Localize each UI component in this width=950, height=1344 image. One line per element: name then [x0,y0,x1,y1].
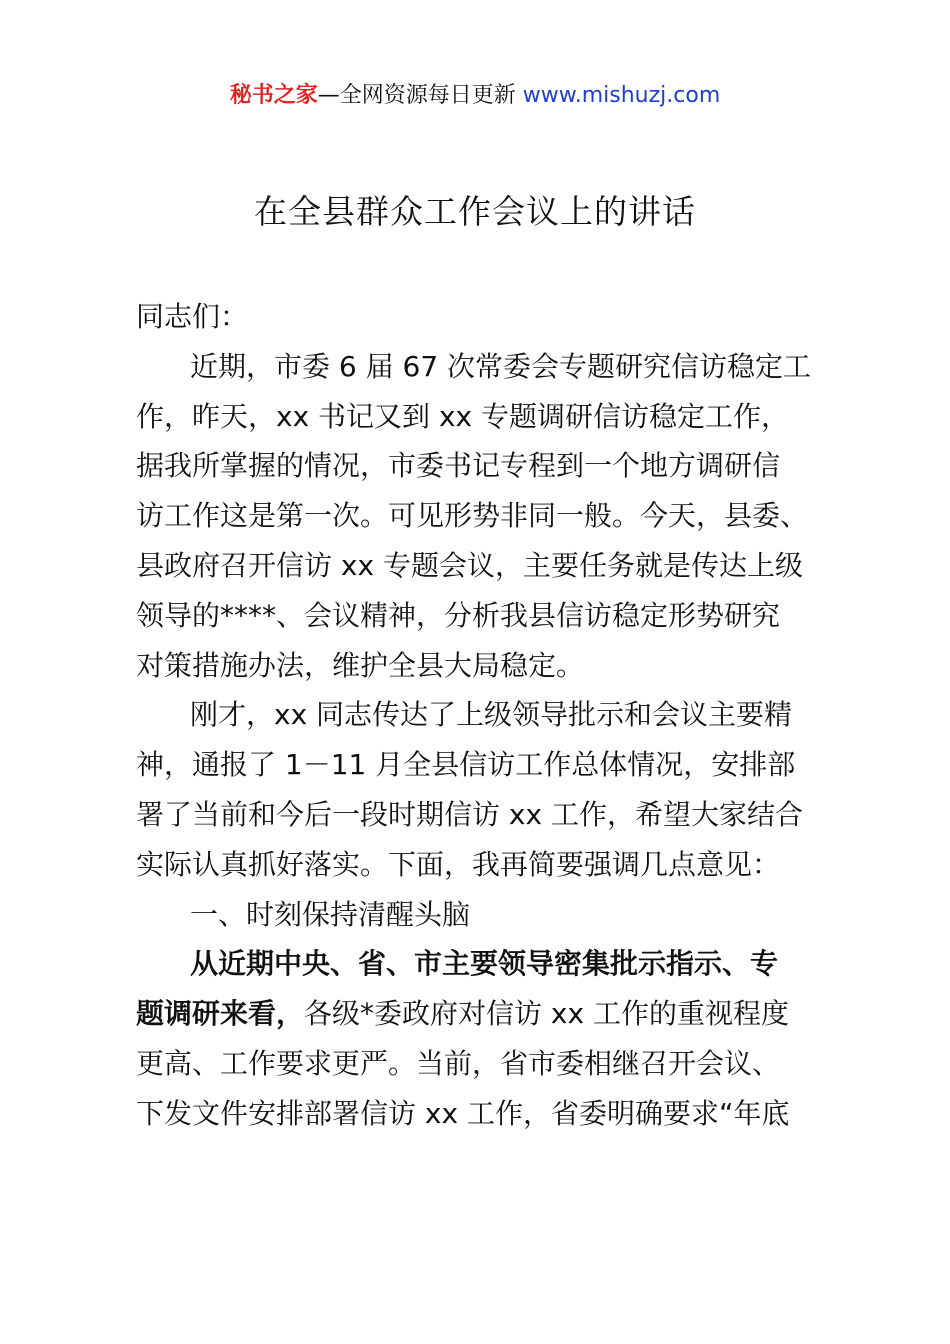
paragraph-line: 对策措施办法，维护全县大局稳定。 [136,648,585,682]
salutation: 同志们： [136,300,249,333]
section-heading-1: 一、时刻保持清醒头脑 [190,897,471,931]
paragraph-line: 县政府召开信访 xx 专题会议，主要任务就是传达上级 [136,548,803,582]
paragraph-line-rest: 各级*委政府对信访 xx 工作的重视程度 [304,997,789,1031]
paragraph-line: 神，通报了 1－11 月全县信访工作总体情况，安排部 [136,748,796,782]
paragraph-bold-line: 从近期中央、省、市主要领导密集批示指示、专 [190,947,779,981]
paragraph-line: 刚才，xx 同志传达了上级领导批示和会议主要精 [190,698,793,732]
paragraph-line: 下发文件安排部署信访 xx 工作，省委明确要求“年底 [136,1096,790,1130]
paragraph-3 [136,939,836,1138]
paragraph-line: 作，昨天，xx 书记又到 xx 专题调研信访稳定工作， [136,399,789,433]
paragraph-1 [136,342,836,691]
paragraph-line: 近期，市委 6 届 67 次常委会专题研究信访稳定工 [190,349,812,383]
paragraph-line: 署了当前和今后一段时期信访 xx 工作，希望大家结合 [136,797,803,831]
site-header [0,80,950,112]
site-url-link[interactable]: www.mishuzj.com [522,83,721,108]
paragraph-bold-lead: 题调研来看， [136,997,305,1031]
paragraph-line [136,989,836,1039]
document-body [136,292,836,1139]
header-tagline: —全网资源每日更新 [317,83,523,108]
brand-name: 秘书之家 [229,83,318,108]
paragraph-line: 实际认真抓好落实。下面，我再简要强调几点意见： [136,847,781,881]
paragraph-line: 访工作这是第一次。可见形势非同一般。今天，县委、 [136,499,809,533]
paragraph-line: 更高、工作要求更严。当前，省市委相继召开会议、 [136,1046,781,1080]
document-title: 在全县群众工作会议上的讲话 [254,192,696,231]
paragraph-line: 领导的****、会议精神，分析我县信访稳定形势研究 [136,598,781,632]
paragraph-line: 据我所掌握的情况，市委书记专程到一个地方调研信 [136,449,781,483]
paragraph-2 [136,690,836,889]
